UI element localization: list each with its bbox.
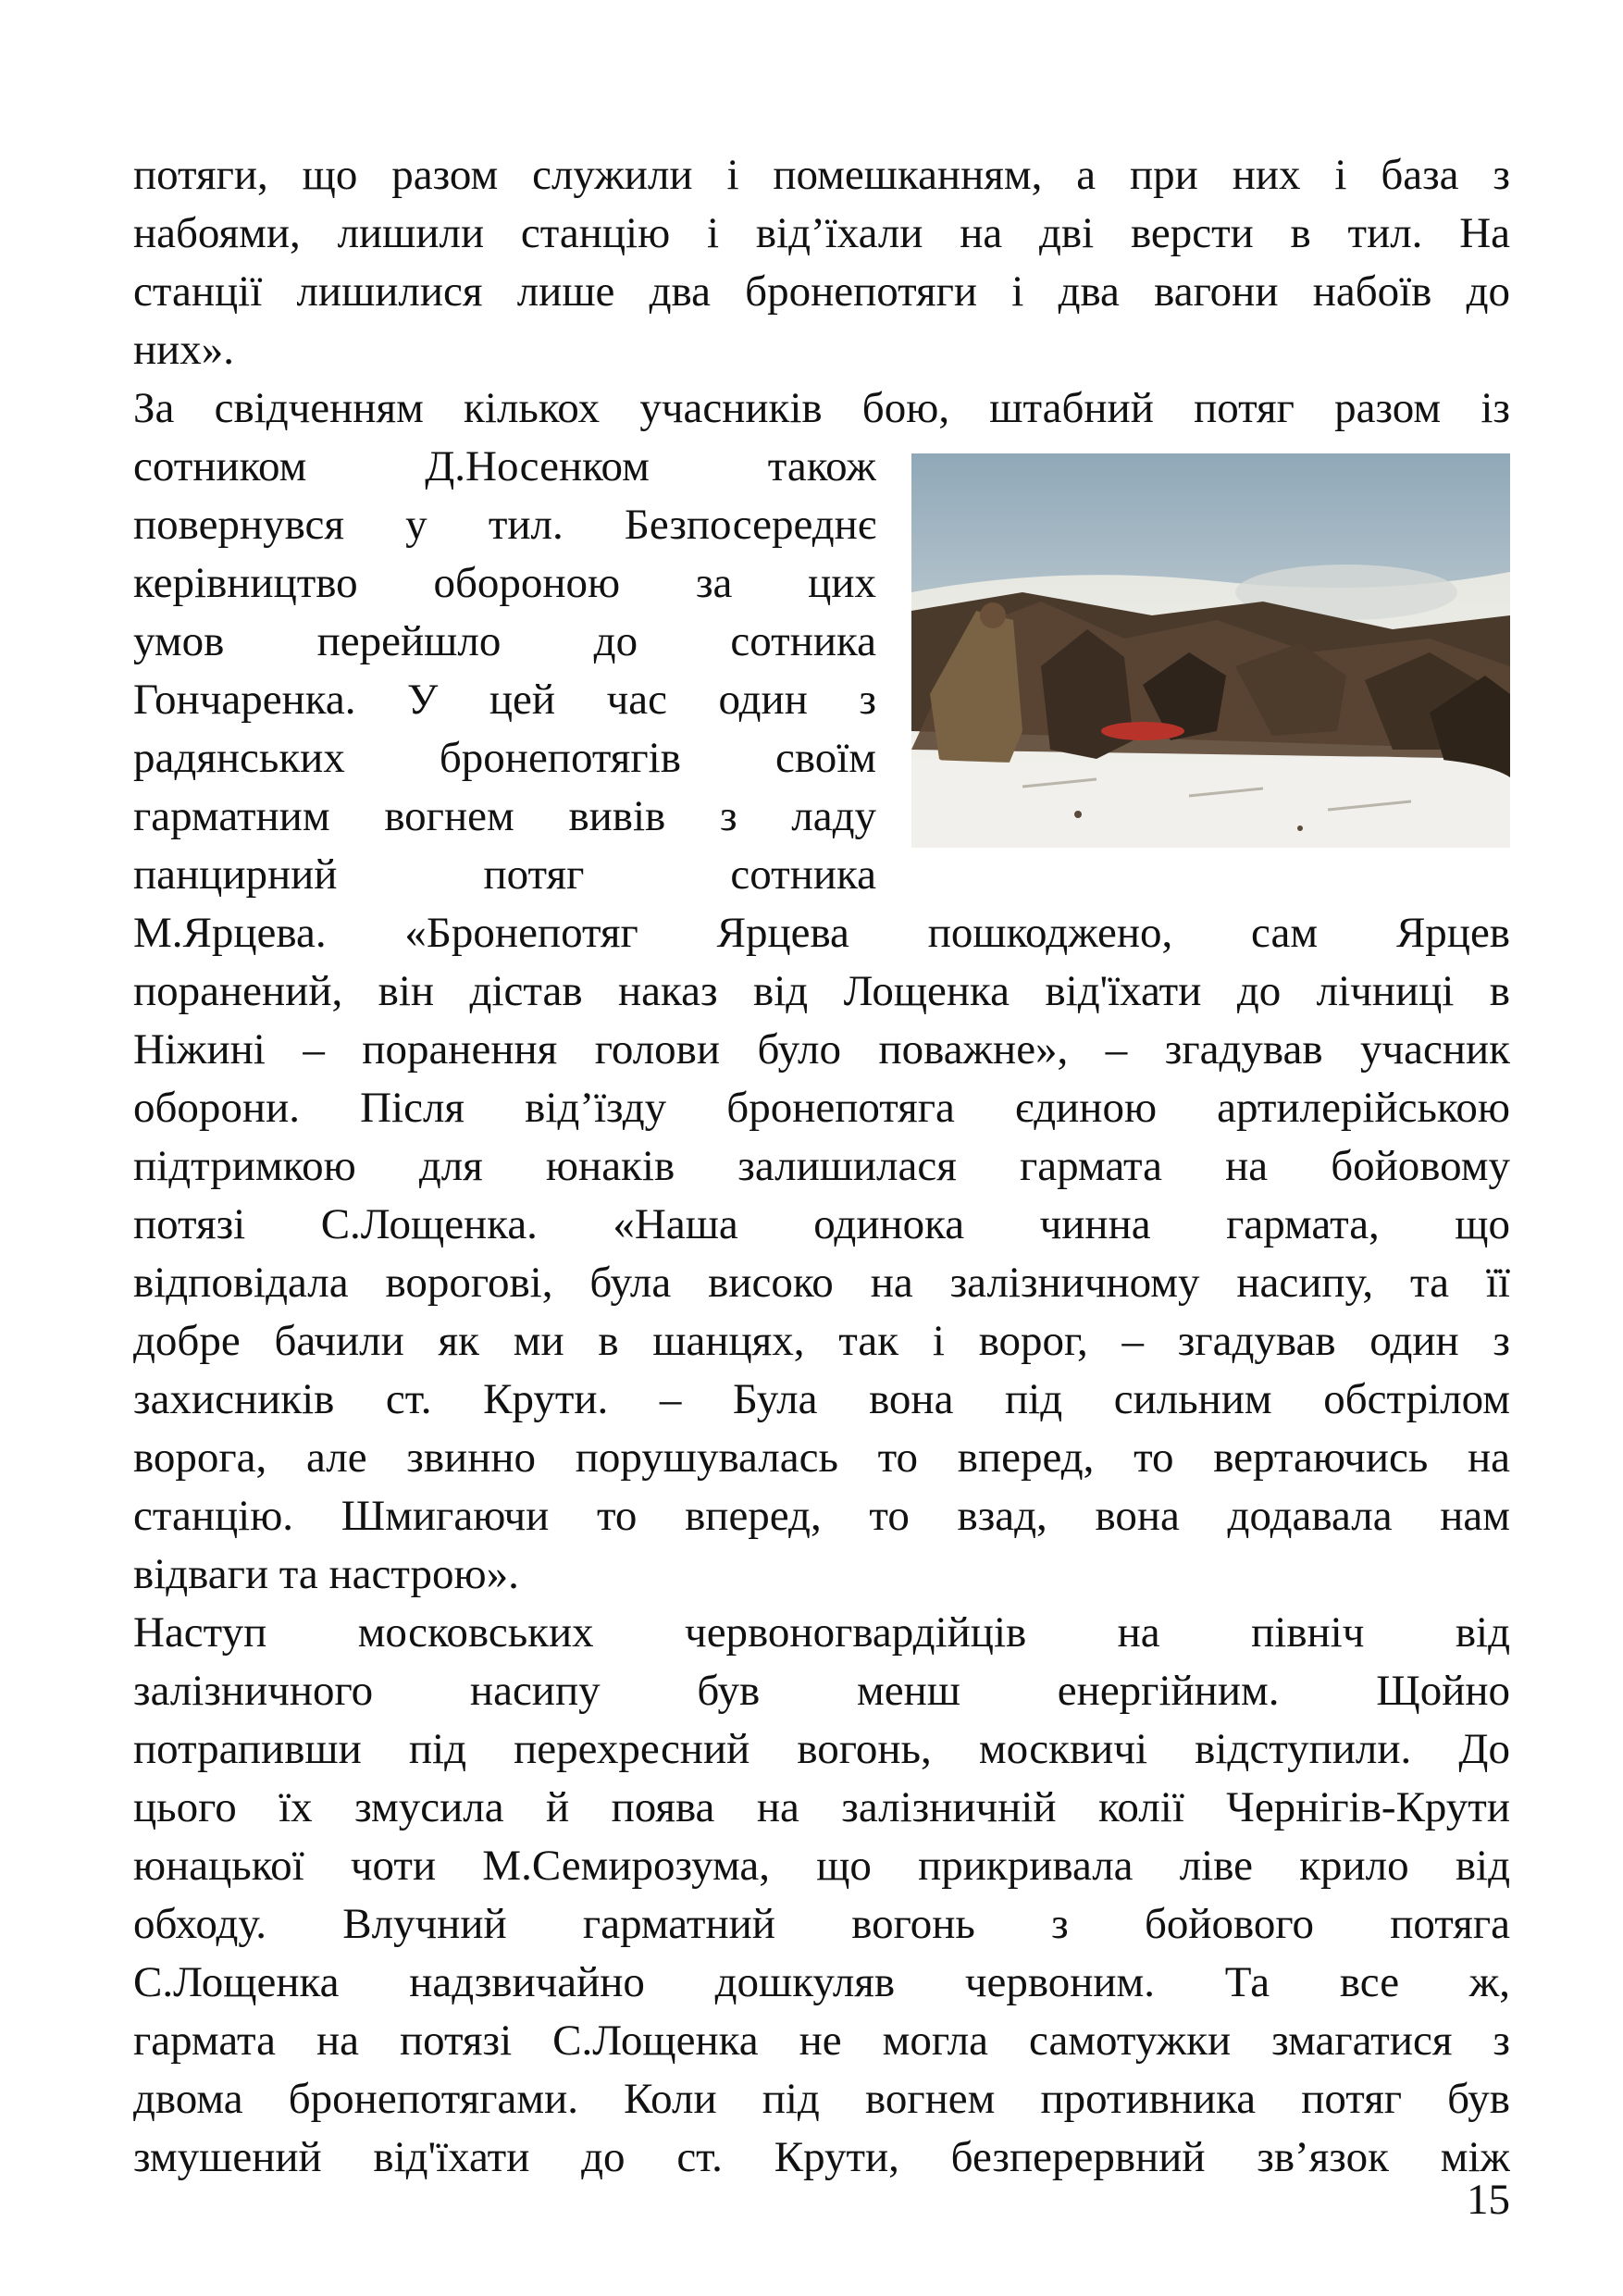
text-line: них». xyxy=(133,326,235,374)
text-line: залізничного насипу був менш енергійним. Щойно xyxy=(133,1667,1510,1715)
text-line: захисників ст. Крути. – Була вона під сильним обстрілом xyxy=(133,1375,1510,1423)
text-line: змушений від'їхати до ст. Крути, безперервний зв’язок між xyxy=(133,2133,1510,2181)
text-line: панцирний потяг сотника xyxy=(133,850,876,899)
text-line: гармата на потязі С.Лощенка не могла самотужки змагатися з xyxy=(133,2017,1510,2065)
text-line: потяги, що разом служили і помешканням, а при них і база з xyxy=(133,151,1510,199)
text-line: сотником Д.Носенком також xyxy=(133,442,876,490)
text-line: обходу. Влучний гарматний вогонь з бойового потяга xyxy=(133,1900,1510,1948)
text-line: станції лишилися лише два бронепотяги і два вагони набоїв до xyxy=(133,267,1510,316)
page-number: 15 xyxy=(1467,2176,1510,2224)
text-line: керівництво обороною за цих xyxy=(133,559,876,607)
text-line: М.Ярцева. «Бронепотяг Ярцева пошкоджено, сам Ярцев xyxy=(133,909,1510,957)
text-line: умов перейшло до сотника xyxy=(133,617,876,665)
text-line: Ніжині – поранення голови було поважне», – згадував учасник xyxy=(133,1025,1510,1074)
text-line: Наступ московських червоногвардійців на північ від xyxy=(133,1608,1510,1657)
text-line: станцію. Шмигаючи то вперед, то взад, вона додавала нам xyxy=(133,1492,1510,1540)
text-line: оборони. Після від’їзду бронепотяга єдиною артилерійською xyxy=(133,1084,1510,1132)
text-line: потязі С.Лощенка. «Наша одинока чинна гармата, що xyxy=(133,1200,1510,1248)
text-line: ворога, але звинно порушувалась то вперед, то вертаючись на xyxy=(133,1433,1510,1482)
text-line: гарматним вогнем вивів з ладу xyxy=(133,792,876,840)
text-line: повернувся у тил. Безпосереднє xyxy=(133,501,876,549)
text-line: поранений, він дістав наказ від Лощенка від'їхати до лічниці в xyxy=(133,967,1510,1015)
text-line: набоями, лишили станцію і від’їхали на дві версти в тил. На xyxy=(133,209,1510,257)
text-line: С.Лощенка надзвичайно дошкуляв червоним. Та все ж, xyxy=(133,1958,1510,2006)
text-line: потрапивши під перехресний вогонь, москвичі відступили. До xyxy=(133,1725,1510,1773)
text-line: цього їх змусила й поява на залізничній колії Чернігів-Крути xyxy=(133,1783,1510,1831)
text-line: двома бронепотягами. Коли під вогнем противника потяг був xyxy=(133,2075,1510,2123)
text-line: юнацької чоти М.Семирозума, що прикривала ліве крило від xyxy=(133,1842,1510,1890)
text-line: відваги та настрою». xyxy=(133,1550,519,1598)
text-line: добре бачили як ми в шанцях, так і ворог, – згадував один з xyxy=(133,1317,1510,1365)
text-line: підтримкою для юнаків залишилася гармата на бойовому xyxy=(133,1142,1510,1190)
text-line: відповідала ворогові, була високо на залізничному насипу, та її xyxy=(133,1259,1510,1307)
text-line: Гончаренка. У цей час один з xyxy=(133,676,876,724)
battle-painting-image xyxy=(911,453,1510,848)
text-line: За свідченням кількох учасників бою, штабний потяг разом із xyxy=(133,384,1510,432)
text-line: радянських бронепотягів своїм xyxy=(133,734,876,782)
